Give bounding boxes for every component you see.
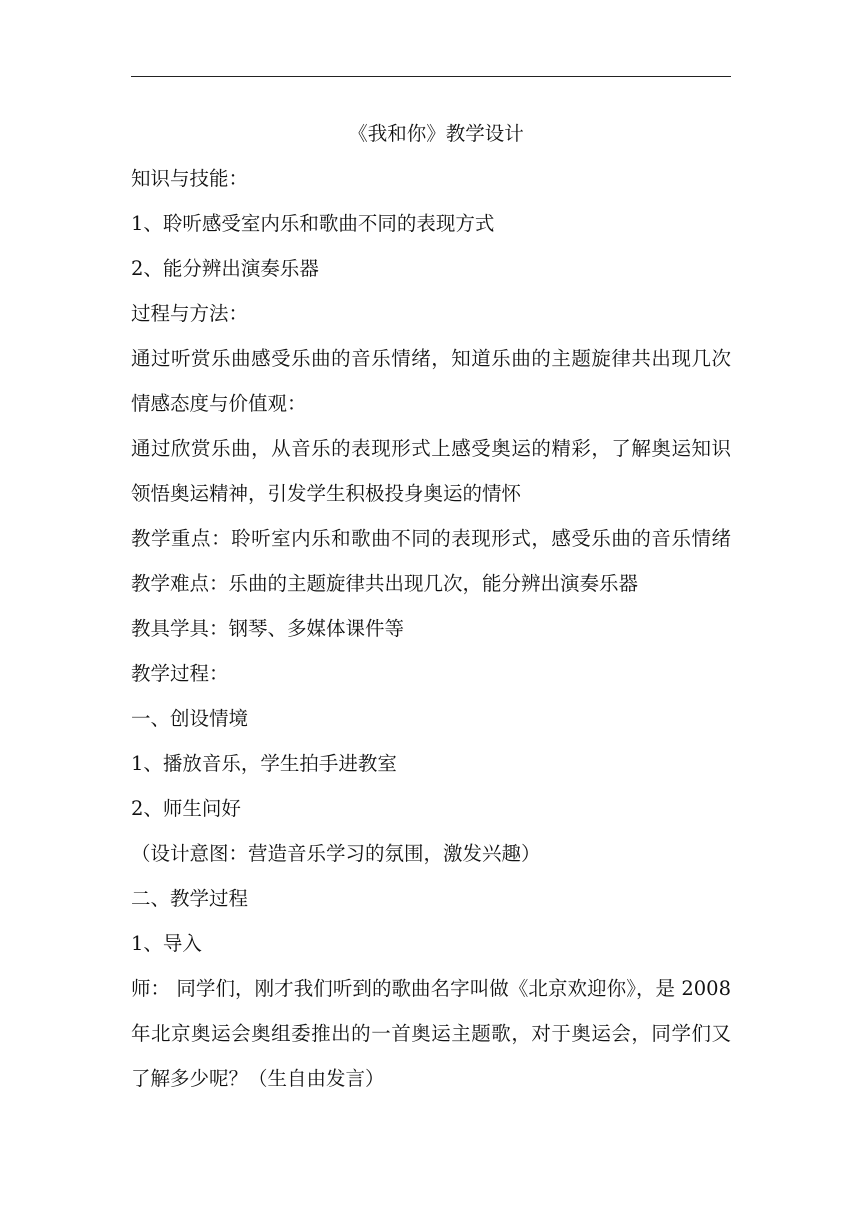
section-heading-process-method: 过程与方法： — [131, 302, 249, 325]
teaching-aids: 教具学具：钢琴、多媒体课件等 — [131, 617, 405, 640]
section-heading-emotion-values: 情感态度与价值观： — [131, 392, 307, 415]
section-heading-knowledge-skills: 知识与技能： — [131, 167, 249, 190]
design-intent-note: （设计意图：营造音乐学习的氛围，激发兴趣） — [131, 842, 541, 865]
paragraph-line: 1、聆听感受室内乐和歌曲不同的表现方式 — [131, 212, 495, 235]
paragraph-line: 2、能分辨出演奏乐器 — [131, 257, 319, 280]
paragraph-line: 领悟奥运精神，引发学生积极投身奥运的情怀 — [131, 482, 522, 505]
paragraph-line: 了解多少呢？（生自由发言） — [131, 1067, 385, 1090]
paragraph-line: 2、师生问好 — [131, 797, 241, 820]
paragraph-line: 师： 同学们，刚才我们听到的歌曲名字叫做《北京欢迎你》，是 2008 — [131, 977, 731, 1000]
document-title: 《我和你》教学设计 — [348, 122, 524, 145]
paragraph-line: 年北京奥运会奥组委推出的一首奥运主题歌，对于奥运会，同学们又 — [131, 1022, 731, 1045]
section-heading-teaching-process: 教学过程： — [131, 662, 229, 685]
teaching-difficulties: 教学难点：乐曲的主题旋律共出现几次，能分辨出演奏乐器 — [131, 572, 639, 595]
subsection-heading-create-situation: 一、创设情境 — [131, 707, 249, 730]
document-body — [131, 111, 731, 1101]
header-rule — [131, 76, 731, 77]
paragraph-line: 1、导入 — [131, 932, 202, 955]
paragraph-line: 1、播放音乐，学生拍手进教室 — [131, 752, 397, 775]
paragraph-line: 通过听赏乐曲感受乐曲的音乐情绪，知道乐曲的主题旋律共出现几次 — [131, 347, 731, 370]
paragraph-line: 通过欣赏乐曲，从音乐的表现形式上感受奥运的精彩，了解奥运知识 — [131, 437, 731, 460]
subsection-heading-teaching-process: 二、教学过程 — [131, 887, 249, 910]
teaching-key-points: 教学重点：聆听室内乐和歌曲不同的表现形式，感受乐曲的音乐情绪 — [131, 527, 731, 550]
